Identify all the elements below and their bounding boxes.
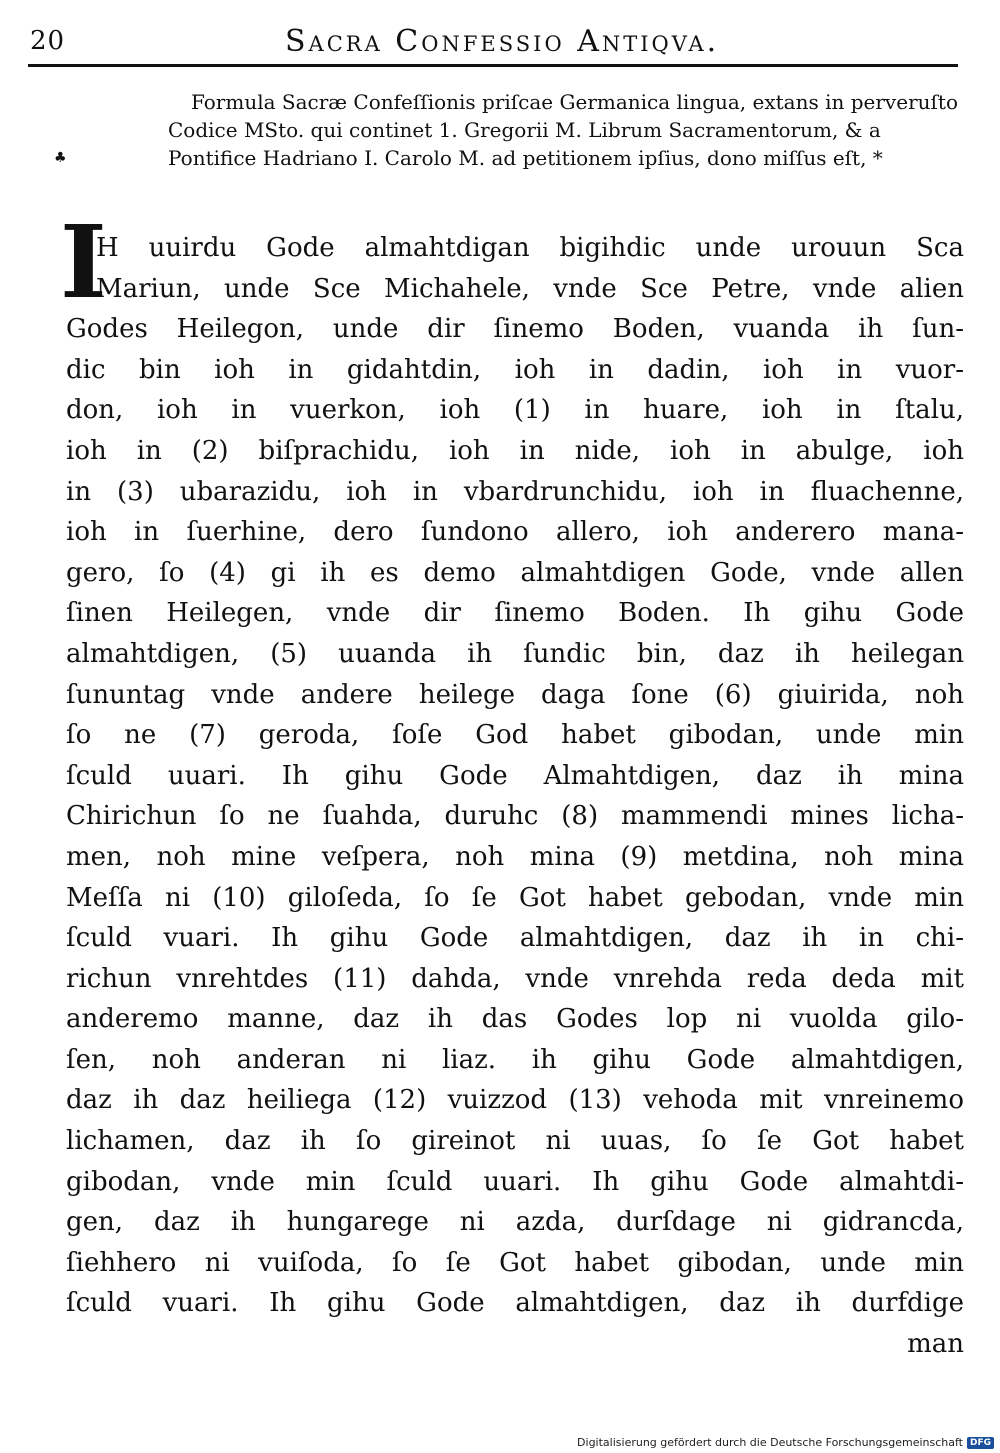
dfg-logo-icon: DFG <box>967 1437 994 1449</box>
preface-line: Pontifice Hadriano I. Carolo M. ad petitionem ipſius, dono miſſus eſt, * <box>168 146 883 170</box>
running-title: Sacra Confessio Antiqva. <box>285 24 720 59</box>
text-line: Godes Heilegon, unde dir ſinemo Boden, vuanda ih ſun- <box>66 314 964 345</box>
text-line: almahtdigen, (5) uuanda ih ſundic bin, daz ih heilegan <box>66 638 964 669</box>
main-text <box>66 228 964 1365</box>
preface-line: Codice MSto. qui continet 1. Gregorii M. Librum Sacramentorum, & a <box>168 118 881 142</box>
text-line: ſo ne (7) geroda, ſoſe God habet gibodan, unde min <box>66 720 964 751</box>
text-line: gero, ſo (4) gi ih es demo almahtdigen Gode, vnde allen <box>66 557 964 588</box>
text-line: dic bin ioh in gidahtdin, ioh in dadin, ioh in vuor- <box>66 354 964 385</box>
text-line: gen, daz ih hungarege ni azda, durſdage ni gidrancda, <box>66 1207 964 1238</box>
text-line: ioh in (2) biſprachidu, ioh in nide, ioh in abulge, ioh <box>66 435 964 466</box>
text-line: don, ioh in vuerkon, ioh (1) in huare, ioh in ſtalu, <box>66 395 964 426</box>
preface-note <box>60 88 960 172</box>
text-line: H uuirdu Gode almahtdigan bigihdic unde urouun Sca <box>96 233 964 263</box>
drop-cap: I <box>60 203 107 321</box>
asterisk-ornament-icon: ♣ <box>54 150 67 166</box>
page-number: 20 <box>30 26 66 56</box>
text-line: men, noh mine veſpera, noh mina (9) metdina, noh mina <box>66 841 964 872</box>
preface-line: Formula Sacræ Confeſſionis priſcae Germanica lingua, extans in perveruſto <box>190 90 958 114</box>
text-line: ſen, noh anderan ni liaz. ih gihu Gode almahtdigen, <box>66 1044 964 1075</box>
text-line: anderemo manne, daz ih das Godes lop ni vuolda gilo- <box>66 1004 964 1035</box>
text-line: ſiehhero ni vuiſoda, ſo ſe Got habet gibodan, unde min <box>66 1247 964 1278</box>
text-line: lichamen, daz ih ſo gireinot ni uuas, ſo ſe Got habet <box>66 1126 964 1157</box>
text-line: ſculd vuari. Ih gihu Gode almahtdigen, daz ih durfdige <box>66 1288 964 1319</box>
text-line: ſinen Heilegen, vnde dir ſinemo Boden. Ih gihu Gode <box>66 598 964 629</box>
text-line: in (3) ubarazidu, ioh in vbardrunchidu, ioh in fluachenne, <box>66 476 964 507</box>
page-header <box>30 14 970 64</box>
text-line: Meſſa ni (10) giloſeda, ſo ſe Got habet gebodan, vnde min <box>66 882 964 913</box>
text-line: Mariun, unde Sce Michahele, vnde Sce Petre, vnde alien <box>96 273 964 304</box>
digitization-credit <box>577 1436 994 1449</box>
text-line: ſununtag vnde andere heilege daga ſone (6) giuirida, noh <box>66 679 964 710</box>
credit-text: Digitalisierung gefördert durch die Deutsche Forschungsgemeinschaft <box>577 1436 963 1449</box>
text-line: gibodan, vnde min ſculd uuari. Ih gihu Gode almahtdi- <box>66 1166 964 1197</box>
text-line: ioh in ſuerhine, dero ſundono allero, ioh andererο mana- <box>66 517 964 548</box>
text-line: ſculd vuari. Ih gihu Gode almahtdigen, daz ih in chi- <box>66 923 964 954</box>
text-line: richun vnrehtdes (11) dahda, vnde vnrehda reda deda mit <box>66 963 964 994</box>
catchword: man <box>907 1329 964 1360</box>
header-rule <box>28 64 958 67</box>
text-line: Chirichun ſo ne ſuahda, duruhc (8) mammendi mines licha- <box>66 801 964 832</box>
text-line: ſculd uuari. Ih gihu Gode Almahtdigen, daz ih mina <box>66 760 964 791</box>
text-line: daz ih daz heiliega (12) vuizzod (13) vehoda mit vnreinemo <box>66 1085 964 1116</box>
